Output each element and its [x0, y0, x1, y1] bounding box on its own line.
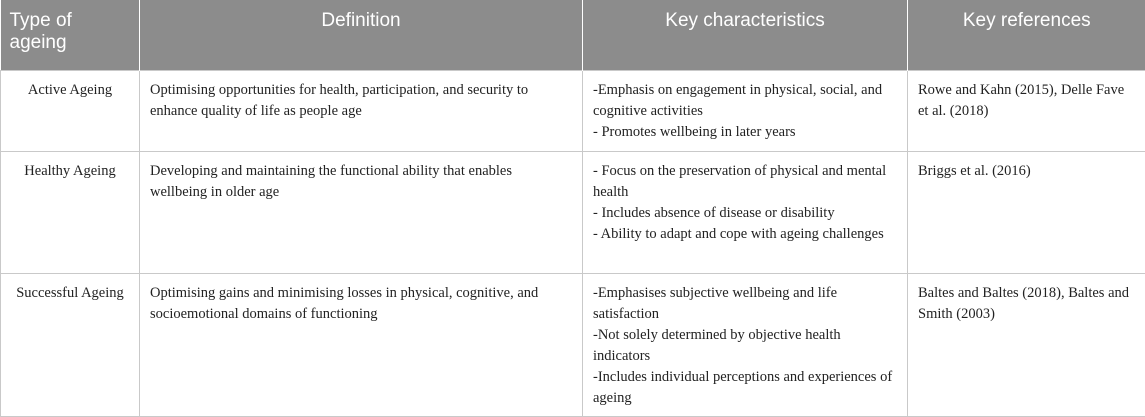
header-characteristics: Key characteristics: [583, 0, 908, 70]
table-row: [1, 70, 1145, 151]
cell-references: Baltes and Baltes (2018), Baltes and Smith (2003): [908, 273, 1145, 416]
cell-characteristics: [583, 273, 908, 416]
cell-type: Healthy Ageing: [1, 151, 140, 273]
cell-references: Briggs et al. (2016): [908, 151, 1145, 273]
cell-references: Rowe and Kahn (2015), Delle Fave et al. (2018): [908, 70, 1145, 151]
characteristic-item: - Promotes wellbeing in later years: [593, 122, 897, 143]
characteristic-item: - Ability to adapt and cope with ageing challenges: [593, 224, 897, 245]
cell-characteristics: [583, 151, 908, 273]
table-header: [1, 0, 1145, 70]
cell-characteristics: [583, 70, 908, 151]
characteristic-item: -Emphasis on engagement in physical, social, and cognitive activities: [593, 80, 897, 122]
cell-type: Successful Ageing: [1, 273, 140, 416]
cell-definition: Optimising gains and minimising losses in physical, cognitive, and socioemotional domains of functioning: [140, 273, 583, 416]
characteristic-item: -Emphasises subjective wellbeing and life satisfaction: [593, 283, 897, 325]
cell-definition: Developing and maintaining the functional ability that enables wellbeing in older age: [140, 151, 583, 273]
characteristic-item: -Includes individual perceptions and experiences of ageing: [593, 367, 897, 409]
table-body: [1, 70, 1145, 416]
table-row: [1, 151, 1145, 273]
table-row: [1, 273, 1145, 416]
header-references: Key references: [908, 0, 1145, 70]
header-definition: Definition: [140, 0, 583, 70]
header-type: Type of ageing: [1, 0, 140, 70]
characteristic-item: -Not solely determined by objective health indicators: [593, 325, 897, 367]
header-row: [1, 0, 1145, 70]
characteristic-item: - Focus on the preservation of physical and mental health: [593, 161, 897, 203]
cell-type: Active Ageing: [1, 70, 140, 151]
characteristic-item: - Includes absence of disease or disability: [593, 203, 897, 224]
cell-definition: Optimising opportunities for health, participation, and security to enhance quality of life as people age: [140, 70, 583, 151]
